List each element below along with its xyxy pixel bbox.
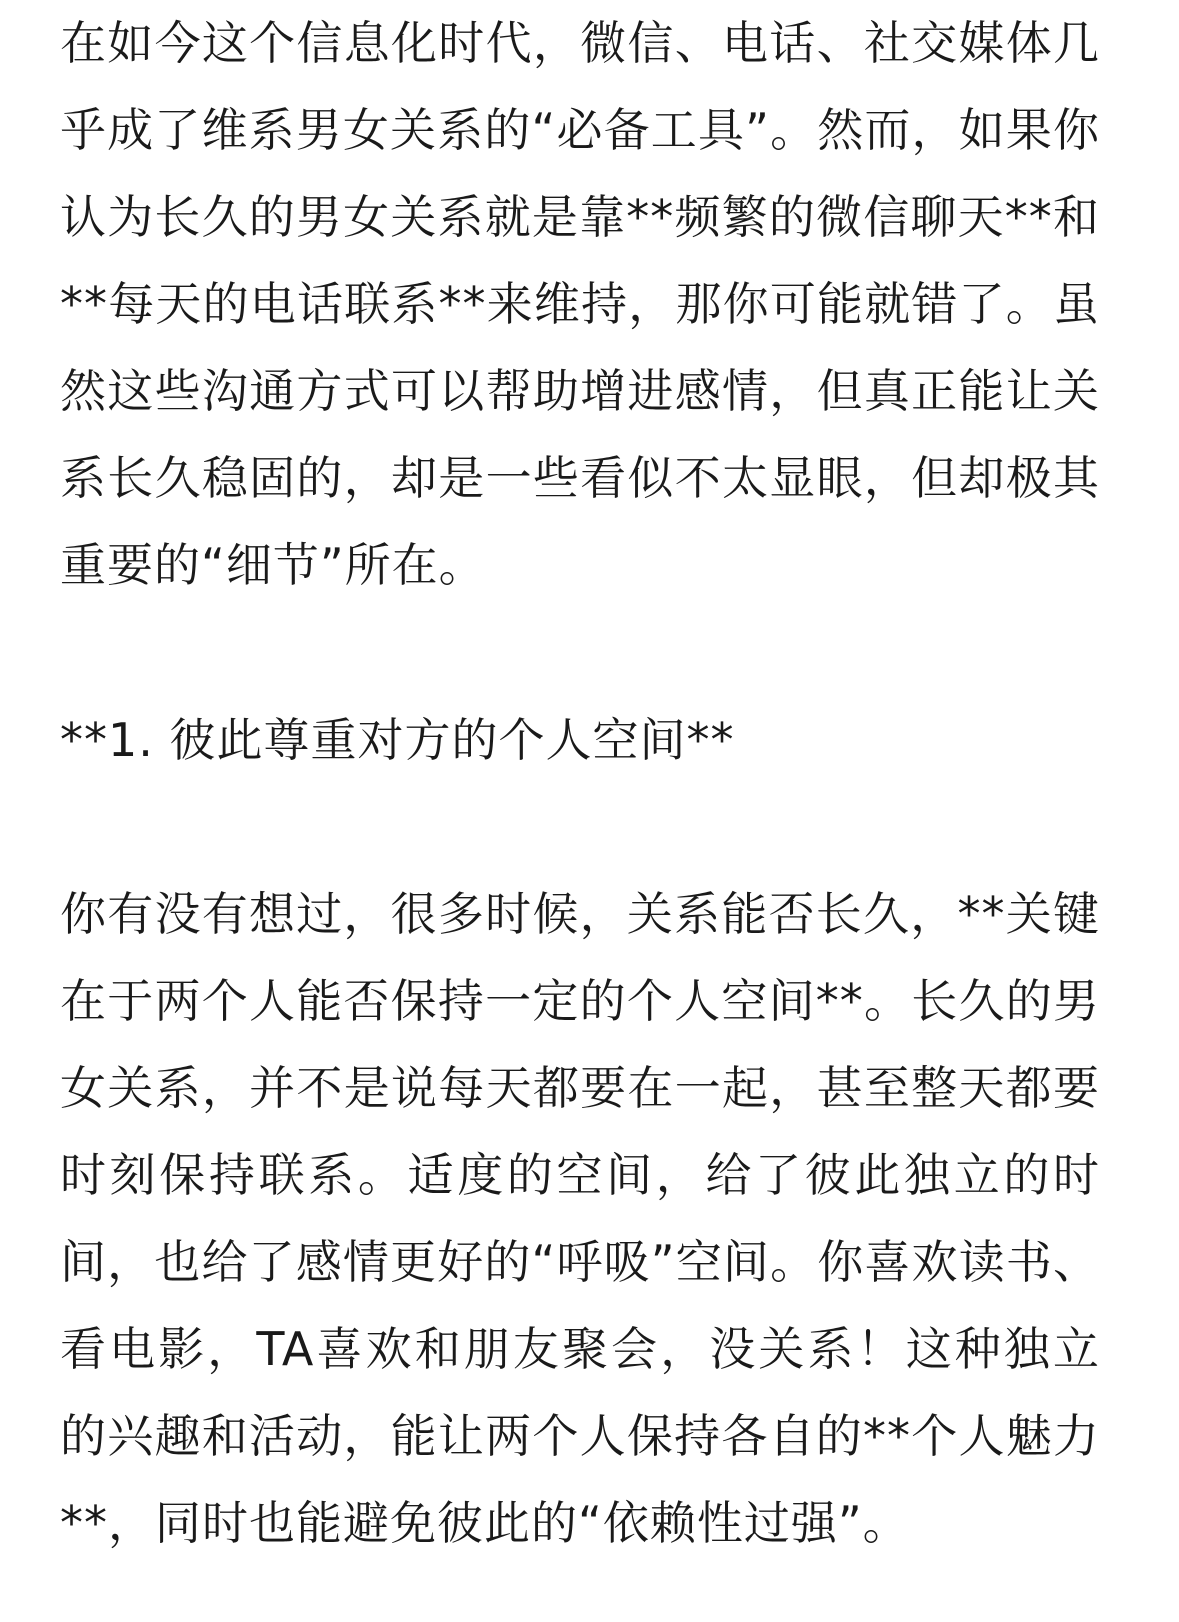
article-body xyxy=(60,0,1100,1567)
section-heading: **1. 彼此尊重对方的个人空间** xyxy=(60,713,735,767)
section-paragraph: 你有没有想过，很多时候，关系能否长久，**关键在于两个人能否保持一定的个人空间**。长久的男女关系，并不是说每天都要在一起，甚至整天都要时刻保持联系。适度的空间，给了彼此独立的时间，也给了感情更好的“呼吸”空间。你喜欢读书、看电影，TA喜欢和朋友聚会，没关系！这种独立的兴趣和活动，能让两个人保持各自的**个人魅力**，同时也能避免彼此的“依赖性过强”。 xyxy=(60,887,1100,1550)
intro-paragraph: 在如今这个信息化时代，微信、电话、社交媒体几乎成了维系男女关系的“必备工具”。然而，如果你认为长久的男女关系就是靠**频繁的微信聊天**和**每天的电话联系**来维持，那你可能就错了。虽然这些沟通方式可以帮助增进感情，但真正能让关系长久稳固的，却是一些看似不太显眼，但却极其重要的“细节”所在。 xyxy=(60,16,1100,592)
